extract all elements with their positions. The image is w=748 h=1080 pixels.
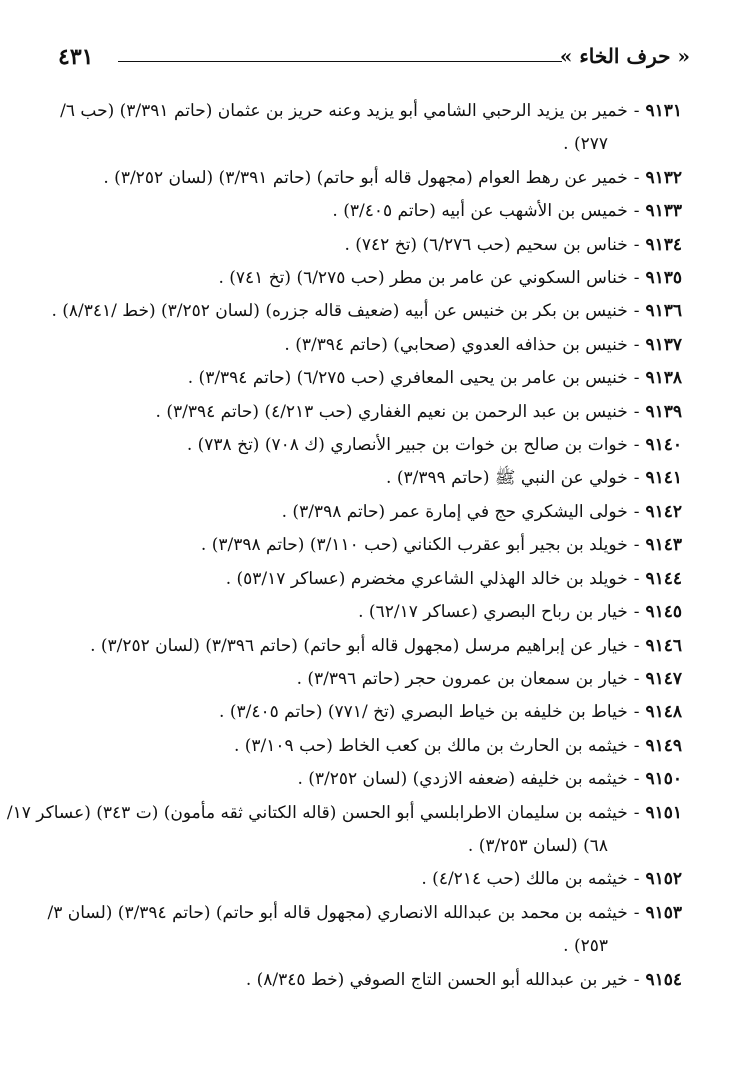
entry-text: خيثمه بن مالك (حب ٤/٢١٤) . (421, 869, 628, 890)
entry-dash: - (633, 668, 640, 689)
entry-text: خيار بن سمعان بن عمرون حجر (حاتم ٣/٣٩٦) . (296, 668, 628, 689)
entry-row (52, 496, 682, 529)
entry-row (52, 195, 682, 228)
entry-text: خوات بن صالح بن خوات بن جبير الأنصاري (ك ٧٠٨) (تخ ٧٣٨) . (186, 435, 628, 456)
entry-dash: - (633, 368, 640, 389)
entry-number: ٩١٣٣ (645, 201, 682, 222)
entry-dash: - (633, 201, 640, 222)
entry-dash: - (633, 568, 640, 589)
entry-number: ٩١٤٤ (645, 568, 682, 589)
entry-number: ٩١٣٥ (645, 268, 682, 289)
entry-text: خناس بن سحيم (حب ٦/٢٧٦) (تخ ٧٤٢) . (344, 234, 628, 255)
entry-dash: - (633, 869, 640, 890)
entry-row (52, 462, 682, 495)
entry-number: ٩١٣٩ (645, 401, 682, 422)
entry-number: ٩١٣٤ (645, 234, 682, 255)
entry-text: خويلد بن بجير أبو عقرب الكناني (حب ٣/١١٠) (حاتم ٣/٣٩٨) . (200, 535, 628, 556)
entry-row (52, 262, 682, 295)
entry-row (52, 329, 682, 362)
entry-text: خمير عن رهط العوام (مجهول قاله أبو حاتم) (حاتم ٣/٣٩١) (لسان ٣/٢٥٢) . (103, 167, 628, 188)
page-number: ٤٣١ (58, 44, 94, 70)
entry-row (52, 229, 682, 262)
entry-row (52, 362, 682, 395)
entry-text: خيثمه بن سليمان الاطرابلسي أبو الحسن (قاله الكتاني ثقه مأمون) (ت ٣٤٣) (عساكر ١٧/ (6, 802, 628, 823)
entry-dash: - (633, 535, 640, 556)
entry-number: ٩١٣٦ (645, 301, 682, 322)
entry-text: خويلد بن خالد الهذلي الشاعري مخضرم (عساكر ٥٣/١٧) . (225, 568, 628, 589)
entry-text: خياط بن خليفه بن خياط البصري (تخ /٧٧١) (حاتم ٣/٤٠٥) . (219, 702, 628, 723)
entry-row (52, 696, 682, 729)
entry-text: خيثمه بن خليفه (ضعفه الازدي) (لسان ٣/٢٥٢) . (297, 769, 628, 790)
entry-number: ٩١٥٣ (645, 902, 682, 923)
page-header (58, 40, 690, 80)
entry-row (52, 162, 682, 195)
entry-text: خيثمه بن محمد بن عبدالله الانصاري (مجهول قاله أبو حاتم) (حاتم ٣/٣٩٤) (لسان ٣/ (47, 902, 628, 923)
entry-row (52, 596, 682, 629)
entry-row (52, 396, 682, 429)
entry-number: ٩١٣٢ (645, 167, 682, 188)
entry-text: خولي عن النبي ﷺ (حاتم ٣/٣٩٩) . (386, 468, 628, 489)
entry-dash: - (633, 902, 640, 923)
entry-number: ٩١٤٩ (645, 735, 682, 756)
entry-number: ٩١٤٥ (645, 602, 682, 623)
entry-number: ٩١٥٢ (645, 869, 682, 890)
entry-row (6, 797, 682, 830)
entry-continuation: ٢٧٧) . (563, 134, 608, 155)
entry-row (52, 964, 682, 997)
entry-dash: - (633, 802, 640, 823)
entry-number: ٩١٤٠ (645, 435, 682, 456)
entry-dash: - (633, 268, 640, 289)
entry-text: خيار بن رباح البصري (عساكر ٦٢/١٧) . (358, 602, 628, 623)
entry-number: ٩١٤٨ (645, 702, 682, 723)
entry-row (52, 730, 682, 763)
chapter-title: « حرف الخاء » (559, 44, 690, 68)
entry-number: ٩١٤٢ (645, 501, 682, 522)
entry-row (52, 563, 682, 596)
entry-number: ٩١٥١ (645, 802, 682, 823)
entry-number: ٩١٤٦ (645, 635, 682, 656)
entry-text: خولى اليشكري حج في إمارة عمر (حاتم ٣/٣٩٨) . (281, 501, 628, 522)
entry-row (52, 429, 682, 462)
entry-dash: - (633, 969, 640, 990)
entry-continuation: ٦٨) (لسان ٣/٢٥٣) . (467, 835, 608, 856)
entry-dash: - (633, 401, 640, 422)
entry-row (47, 897, 682, 930)
entry-dash: - (633, 635, 640, 656)
entry-row (52, 663, 682, 696)
entry-dash: - (633, 101, 640, 121)
entry-dash: - (633, 435, 640, 456)
entry-continuation: ٢٥٣) . (563, 936, 608, 957)
entry-dash: - (633, 735, 640, 756)
entry-text: خير بن عبدالله أبو الحسن التاج الصوفي (خط ٨/٣٤٥) . (245, 969, 628, 990)
entry-number: ٩١٣٨ (645, 368, 682, 389)
entry-text: خنيس بن عبد الرحمن بن نعيم الغفاري (حب ٤/٢١٣) (حاتم ٣/٣٩٤) . (155, 401, 628, 422)
entry-number: ٩١٤١ (645, 468, 682, 489)
entry-dash: - (633, 301, 640, 322)
entry-row (52, 630, 682, 663)
entry-number: ٩١٣٧ (645, 334, 682, 355)
entry-list (6, 95, 682, 997)
entry-dash: - (633, 234, 640, 255)
entry-text: خيثمه بن الحارث بن مالك بن كعب الخاط (حب ٣/١٠٩) . (233, 735, 628, 756)
entry-number: ٩١٥٤ (645, 969, 682, 990)
entry-text: خنيس بن حذافه العدوي (صحابي) (حاتم ٣/٣٩٤) . (284, 334, 628, 355)
entry-text: خناس السكوني عن عامر بن مطر (حب ٦/٢٧٥) (تخ ٧٤١) . (218, 268, 628, 289)
entry-dash: - (633, 167, 640, 188)
entry-number: ٩١٤٧ (645, 668, 682, 689)
entry-text: خميس بن الأشهب عن أبيه (حاتم ٣/٤٠٥) . (332, 201, 628, 222)
entry-row (52, 863, 682, 896)
entry-row (52, 95, 682, 128)
entry-text: خمير بن يزيد الرحبي الشامي أبو يزيد وعنه حريز بن عثمان (حاتم ٣/٣٩١) (حب ٦/ (60, 101, 628, 121)
entry-dash: - (633, 334, 640, 355)
entry-number: ٩١٣١ (645, 101, 682, 121)
entry-dash: - (633, 702, 640, 723)
entry-dash: - (633, 602, 640, 623)
entry-row (52, 295, 682, 328)
entry-number: ٩١٤٣ (645, 535, 682, 556)
entry-row (52, 763, 682, 796)
entry-row (52, 529, 682, 562)
entry-dash: - (633, 769, 640, 790)
entry-text: خنيس بن بكر بن خنيس عن أبيه (ضعيف قاله جزره) (لسان ٣/٢٥٢) (خط /٨/٣٤١) . (51, 301, 628, 322)
entry-text: خيار عن إبراهيم مرسل (مجهول قاله أبو حاتم) (حاتم ٣/٣٩٦) (لسان ٣/٢٥٢) . (90, 635, 628, 656)
entry-number: ٩١٥٠ (645, 769, 682, 790)
entry-dash: - (633, 468, 640, 489)
header-rule (118, 61, 562, 62)
entry-dash: - (633, 501, 640, 522)
entry-text: خنيس بن عامر بن يحيى المعافري (حب ٦/٢٧٥) (حاتم ٣/٣٩٤) . (187, 368, 628, 389)
